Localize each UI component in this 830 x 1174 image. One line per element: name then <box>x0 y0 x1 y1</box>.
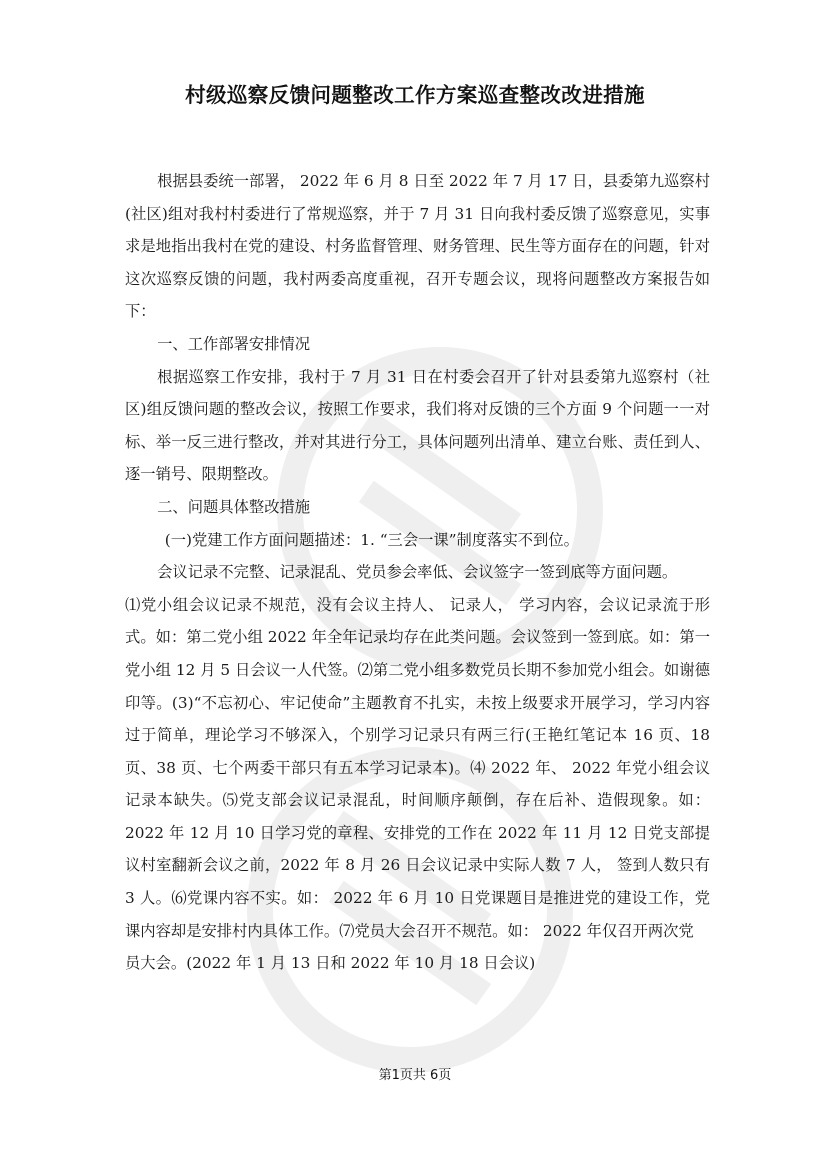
paragraph-deployment: 根据巡察工作安排，我村于 7 月 31 日在村委会召开了针对县委第九巡察村（社区)组反馈问题的整改会议，按照工作要求，我们将对反馈的三个方面 9 个问题一一对标、举一反三进行整改，并对其进行分工，具体问题列出清单、建立台账、责任到人、逐一销号、限期整改。 <box>125 367 710 484</box>
subsection-heading: (一)党建工作方面问题描述：1. “三会一课”制度落实不到位。 <box>164 530 579 549</box>
document-title: 村级巡察反馈问题整改工作方案巡查整改改进措施 <box>185 83 645 107</box>
paragraph-intro: 根据县委统一部署， 2022 年 6 月 8 日至 2022 年 7 月 17 日，县委第九巡察村(社区)组对我村村委进行了常规巡察，并于 7 月 31 日向我村委反馈了巡察意见，实事求是地指出我村在党的建设、村务监督管理、财务管理、民生等方面存在的问题，针对这次巡察反馈的问题，我村两委高度重视，召开专题会议，现将问题整改方案报告如下： <box>125 172 710 321</box>
paragraph-problem-summary: 会议记录不完整、记录混乱、党员参会率低、会议签字一签到底等方面问题。 <box>157 563 678 582</box>
paragraph-closing-line: 员大会。(2022 年 1 月 13 日和 2022 年 10 月 18 日会议) <box>125 954 536 973</box>
paragraph-problem-details: ⑴党小组会议记录不规范，没有会议主持人、 记录人， 学习内容，会议记录流于形式。如：第二党小组 2022 年全年记录均存在此类问题。会议签到一签到底。如：第一党小组 12 月 5 日会议一人代签。⑵第二党小组多数党员长期不参加党小组会。如谢德印等。(3)“不忘初心、牢记使命”主题教育不扎实，未按上级要求开展学习，学习内容过于简单，理论学习不够深入，个别学习记录只有两三行(王艳红笔记本 16 页、18 页、38 页、七个两委干部只有五本学习记录本)。⑷ 2022 年、 2022 年党小组会议记录本缺失。⑸党支部会议记录混乱，时间顺序颠倒，存在后补、造假现象。如： 2022 年 12 月 10 日学习党的章程、安排党的工作在 2022 年 11 月 12 日党支部提议村室翻新会议之前，2022 年 8 月 26 日会议记录中实际人数 7 人， 签到人数只有 3 人。⑹党课内容不实。如： 2022 年 6 月 10 日党课题目是推进党的建设工作，党课内容却是安排村内具体工作。⑺党员大会召开不规范。如： 2022 年仅召开两次党 <box>125 595 710 940</box>
document-body <box>125 165 710 980</box>
page-footer: 第1页共 6页 <box>378 1068 452 1083</box>
section-heading-2: 二、问题具体整改措施 <box>157 497 311 516</box>
section-heading-1: 一、工作部署安排情况 <box>157 334 311 353</box>
